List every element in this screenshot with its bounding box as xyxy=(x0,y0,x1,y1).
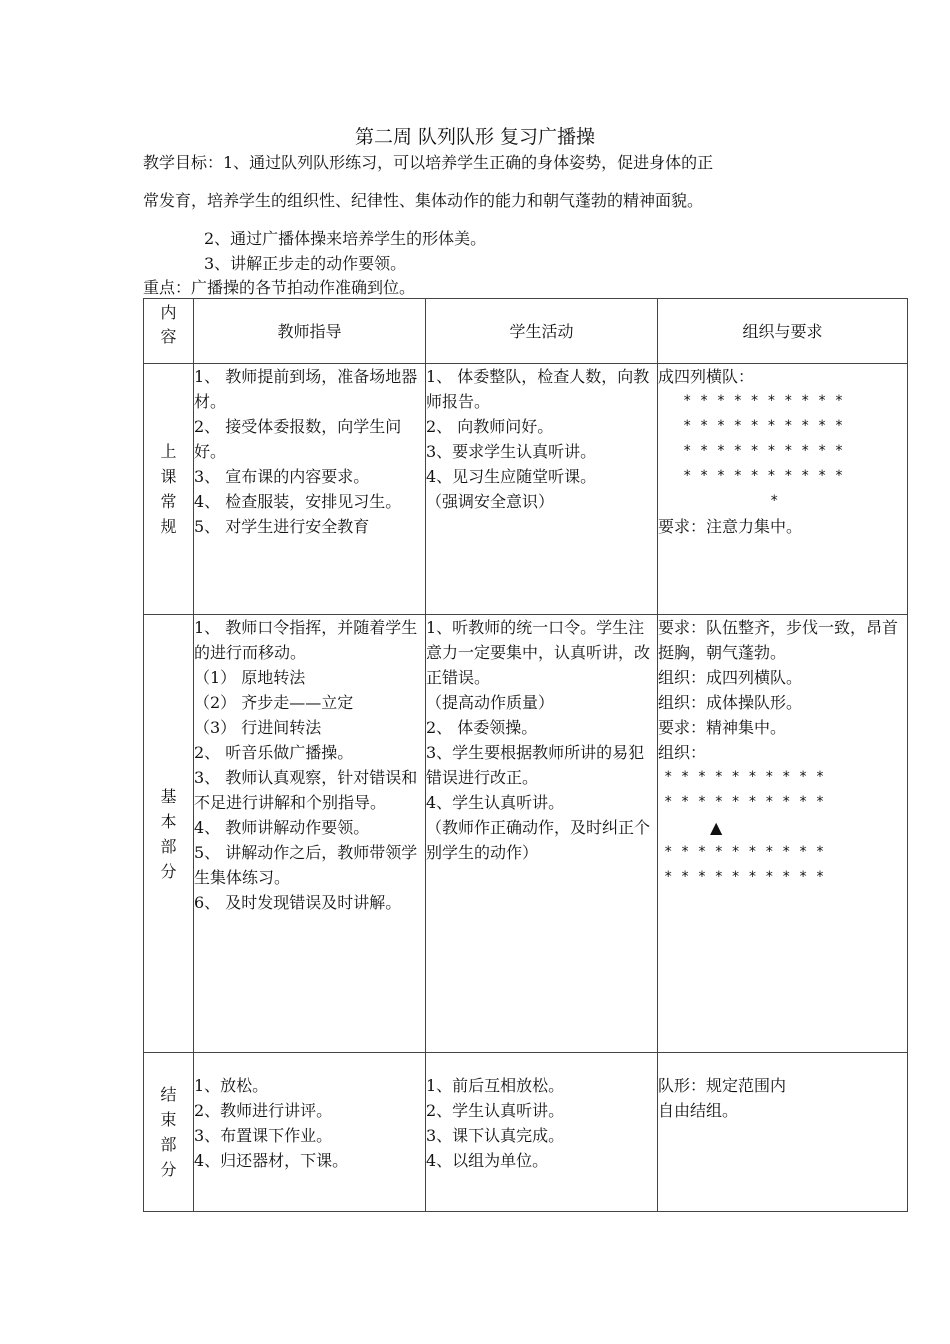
list-item: 1、 体委整队，检查人数，向教师报告。 xyxy=(426,367,650,411)
list-item: 4、以组为单位。 xyxy=(426,1151,549,1170)
formation-row: * * * * * * * * * * xyxy=(664,869,825,885)
formation-row: * * * * * * * * * * xyxy=(683,443,844,459)
objective-line-3: 2、通过广播体操来培养学生的形体美。 xyxy=(204,229,487,248)
organization-text: 组织： xyxy=(658,743,707,762)
requirement-text: 要求：精神集中。 xyxy=(658,718,787,737)
formation-intro: 成四列横队： xyxy=(658,367,755,386)
list-item: （提高动作质量） xyxy=(426,693,555,712)
teacher-cell xyxy=(194,1053,426,1212)
list-item: 4、归还器材，下课。 xyxy=(194,1151,349,1170)
objective-line-1: 教学目标：1、通过队列队形练习，可以培养学生正确的身体姿势，促进身体的正 xyxy=(143,153,714,172)
student-cell xyxy=(426,1053,658,1212)
formation-row: * * * * * * * * * * xyxy=(664,844,825,860)
list-item: 1、 教师口令指挥，并随着学生的进行而移动。 xyxy=(194,618,418,662)
section-label xyxy=(144,1053,194,1212)
formation-row: * * * * * * * * * * xyxy=(664,794,825,810)
header-teacher: 教师指导 xyxy=(194,299,426,364)
header-content xyxy=(144,299,194,364)
section-label-text: 结束部分 xyxy=(160,1085,177,1179)
organization-cell xyxy=(658,364,908,615)
section-label xyxy=(144,615,194,1053)
list-item: 3、布置课下作业。 xyxy=(194,1126,333,1145)
list-item: 3、学生要根据教师所讲的易犯错误进行改正。 xyxy=(426,743,645,787)
page-title: 第二周 队列队形 复习广播操 xyxy=(354,126,596,148)
organization-text: 组织：成四列横队。 xyxy=(658,668,803,687)
list-item: 4、学生认真听讲。 xyxy=(426,793,565,812)
list-item: 3、 宣布课的内容要求。 xyxy=(194,467,370,486)
lesson-plan-table xyxy=(143,298,908,1212)
section-label-text: 基本部分 xyxy=(160,786,177,881)
organization-text: 组织：成体操队形。 xyxy=(658,693,803,712)
header-student: 学生活动 xyxy=(426,299,658,364)
table-row xyxy=(144,364,908,615)
list-item: （3） 行进间转法 xyxy=(194,718,322,737)
student-cell xyxy=(426,364,658,615)
student-cell xyxy=(426,615,658,1053)
section-label xyxy=(144,364,194,615)
formation-text: 自由结组。 xyxy=(658,1101,739,1120)
list-item: 2、 体委领操。 xyxy=(426,718,538,737)
list-item: 2、学生认真听讲。 xyxy=(426,1101,565,1120)
section-label-text: 上课常规 xyxy=(160,442,177,536)
list-item: 5、 讲解动作之后，教师带领学生集体练习。 xyxy=(194,843,418,887)
list-item: 2、 听音乐做广播操。 xyxy=(194,743,354,762)
list-item: 1、放松。 xyxy=(194,1076,269,1095)
list-item: 4、 教师讲解动作要领。 xyxy=(194,818,370,837)
list-item: 3、 教师认真观察，针对错误和不足进行讲解和个别指导。 xyxy=(194,768,418,812)
focus-line: 重点：广播操的各节拍动作准确到位。 xyxy=(143,278,416,297)
list-item: 3、课下认真完成。 xyxy=(426,1126,565,1145)
organization-cell xyxy=(658,1053,908,1212)
teacher-position-mark: * xyxy=(770,493,779,509)
list-item: （2） 齐步走——立定 xyxy=(194,693,354,712)
list-item: 1、前后互相放松。 xyxy=(426,1076,565,1095)
list-item: 4、 检查服装，安排见习生。 xyxy=(194,492,402,511)
list-item: 2、 接受体委报数，向学生问好。 xyxy=(194,417,402,461)
list-item: （1） 原地转法 xyxy=(194,668,306,687)
list-item: 3、要求学生认真听讲。 xyxy=(426,442,597,461)
formation-row: * * * * * * * * * * xyxy=(683,418,844,434)
formation-row: * * * * * * * * * * xyxy=(683,468,844,484)
organization-cell xyxy=(658,615,908,1053)
list-item: 2、教师进行讲评。 xyxy=(194,1101,333,1120)
list-item: 6、 及时发现错误及时讲解。 xyxy=(194,893,402,912)
list-item: 5、 对学生进行安全教育 xyxy=(194,517,370,536)
objective-line-2: 常发育，培养学生的组织性、纪律性、集体动作的能力和朝气蓬勃的精神面貌。 xyxy=(143,191,704,210)
list-item: 1、听教师的统一口令。学生注意力一定要集中，认真听讲，改正错误。 xyxy=(426,618,651,687)
table-row xyxy=(144,1053,908,1212)
formation-text: 队形：规定范围内 xyxy=(658,1076,787,1095)
header-organization: 组织与要求 xyxy=(658,299,908,364)
list-item: （强调安全意识） xyxy=(426,492,555,511)
teacher-triangle-icon: ▲ xyxy=(710,818,723,837)
list-item: 1、 教师提前到场，准备场地器材。 xyxy=(194,367,418,411)
list-item: 4、见习生应随堂听课。 xyxy=(426,467,597,486)
requirement-text: 要求：队伍整齐，步伐一致，昂首挺胸，朝气蓬勃。 xyxy=(658,618,899,662)
header-content-label: 内容 xyxy=(160,303,177,346)
list-item: 2、 向教师问好。 xyxy=(426,417,554,436)
list-item: （教师作正确动作，及时纠正个别学生的动作） xyxy=(426,818,651,862)
table-header-row xyxy=(144,299,908,364)
formation-row: * * * * * * * * * * xyxy=(683,393,844,409)
teacher-cell xyxy=(194,364,426,615)
requirement-text: 要求：注意力集中。 xyxy=(658,517,803,536)
table-row xyxy=(144,615,908,1053)
teacher-cell xyxy=(194,615,426,1053)
formation-row: * * * * * * * * * * xyxy=(664,769,825,785)
objective-line-4: 3、讲解正步走的动作要领。 xyxy=(204,254,407,273)
